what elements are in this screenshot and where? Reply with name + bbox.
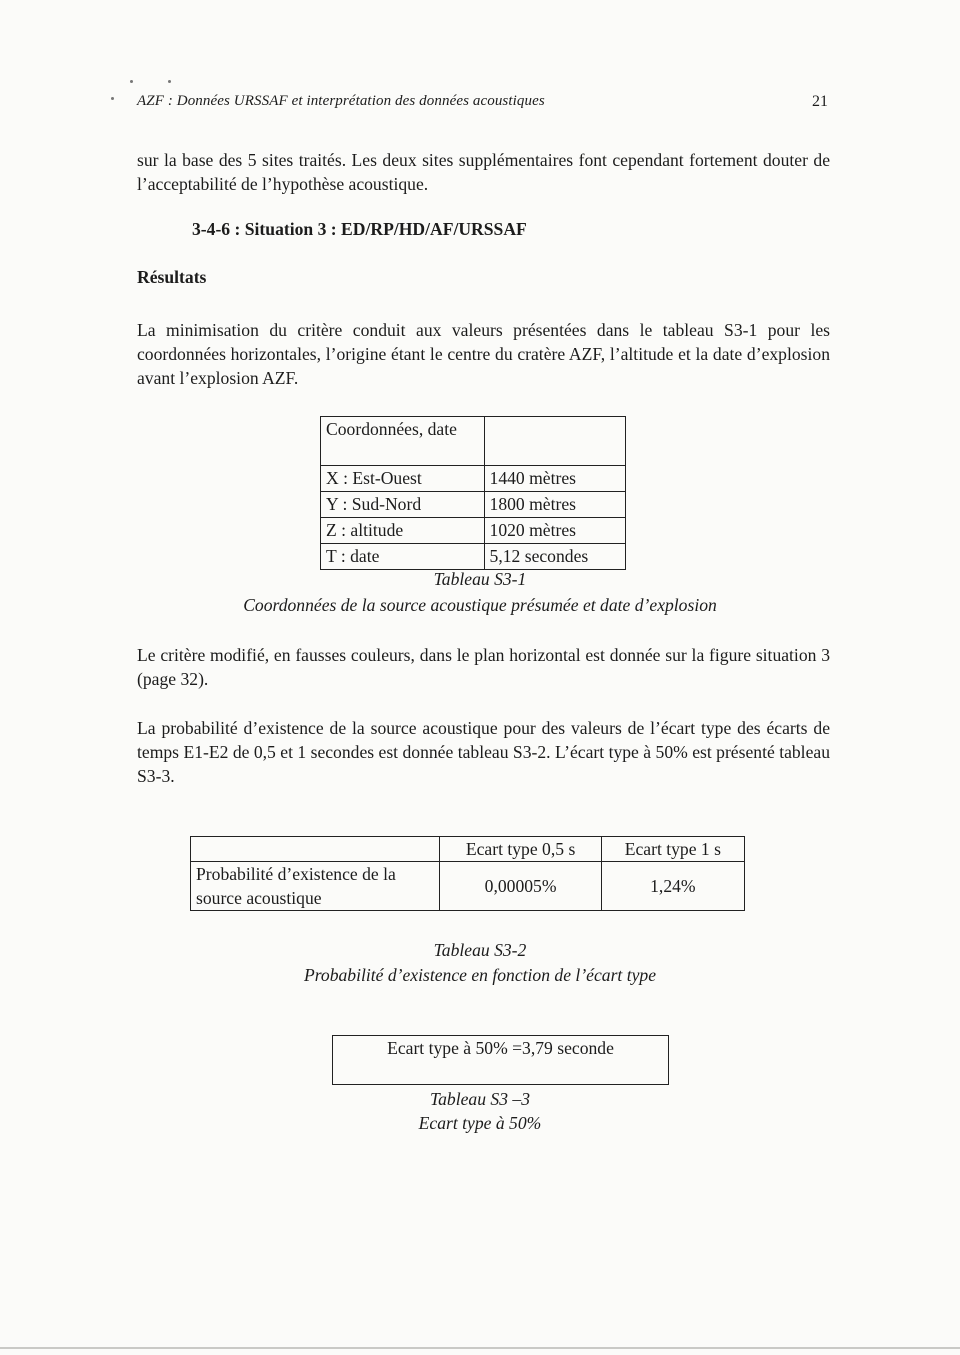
scan-edge-line: [0, 1347, 960, 1349]
table-s3-2-caption-title: Tableau S3-2: [433, 940, 527, 960]
table-cell-value: 1,24%: [601, 862, 744, 911]
table-cell-value: 1020 mètres: [484, 518, 625, 544]
intro-paragraph: sur la base des 5 sites traités. Les deux sites supplémentaires font cependant fortement douter de l’acceptabilité de l’hypothèse acoustique.: [137, 150, 830, 194]
running-header-title: AZF : Données URSSAF et interprétation des données acoustiques: [137, 93, 545, 109]
scan-speck: [168, 80, 171, 83]
scan-speck: [111, 97, 114, 100]
criterion-paragraph: Le critère modifié, en fausses couleurs, dans le plan horizontal est donnée sur la figure situation 3 (page 32).: [137, 645, 830, 689]
table-s3-3-caption-text: Ecart type à 50%: [418, 1113, 542, 1133]
table-s3-1: [320, 416, 626, 570]
table-cell-value: 1800 mètres: [484, 492, 625, 518]
table-s3-2-caption-text: Probabilité d’existence en fonction de l’écart type: [303, 965, 657, 985]
table-s3-3-value: Ecart type à 50% =3,79 seconde: [387, 1038, 614, 1058]
table-header-row: [321, 417, 626, 466]
table-cell-value: 1440 mètres: [484, 466, 625, 492]
results-heading: Résultats: [137, 267, 207, 287]
scan-speck: [130, 80, 133, 83]
results-paragraph: La minimisation du critère conduit aux valeurs présentées dans le tableau S3-1 pour les coordonnées horizontales, l’origine étant le centre du cratère AZF, l’altitude et la date d’explosion avant l’explosion AZF.: [137, 320, 830, 388]
table-header-cell: Ecart type 1 s: [601, 837, 744, 862]
table-s3-3: [332, 1035, 669, 1085]
table-s3-3-caption-title: Tableau S3 –3: [429, 1089, 531, 1109]
table-cell-label: X : Est-Ouest: [321, 466, 485, 492]
table-row: [321, 518, 626, 544]
table-cell-label: Probabilité d’existence de la source acoustique: [191, 862, 440, 911]
table-row: [321, 466, 626, 492]
table-header-cell: Coordonnées, date: [321, 417, 485, 466]
table-row: [321, 544, 626, 570]
table-row: [321, 492, 626, 518]
table-header-cell: [191, 837, 440, 862]
table-s3-1-caption-text: Coordonnées de la source acoustique présumée et date d’explosion: [243, 595, 717, 615]
section-heading: 3-4-6 : Situation 3 : ED/RP/HD/AF/URSSAF: [192, 219, 527, 239]
table-cell-value: 0,00005%: [440, 862, 601, 911]
table-cell-label: Z : altitude: [321, 518, 485, 544]
table-s3-2: [190, 836, 745, 911]
table-cell-label: T : date: [321, 544, 485, 570]
table-s3-1-caption-title: Tableau S3-1: [433, 569, 527, 589]
table-header-row: [191, 837, 745, 862]
table-row: [191, 862, 745, 911]
table-header-cell: [484, 417, 625, 466]
page-number: 21: [812, 93, 828, 110]
table-cell-value: 5,12 secondes: [484, 544, 625, 570]
table-header-cell: Ecart type 0,5 s: [440, 837, 601, 862]
probability-paragraph: La probabilité d’existence de la source acoustique pour des valeurs de l’écart type des écarts de temps E1-E2 de 0,5 et 1 secondes est donnée tableau S3-2. L’écart type à 50% est présenté tableau S3-3.: [137, 718, 830, 786]
table-cell-label: Y : Sud-Nord: [321, 492, 485, 518]
